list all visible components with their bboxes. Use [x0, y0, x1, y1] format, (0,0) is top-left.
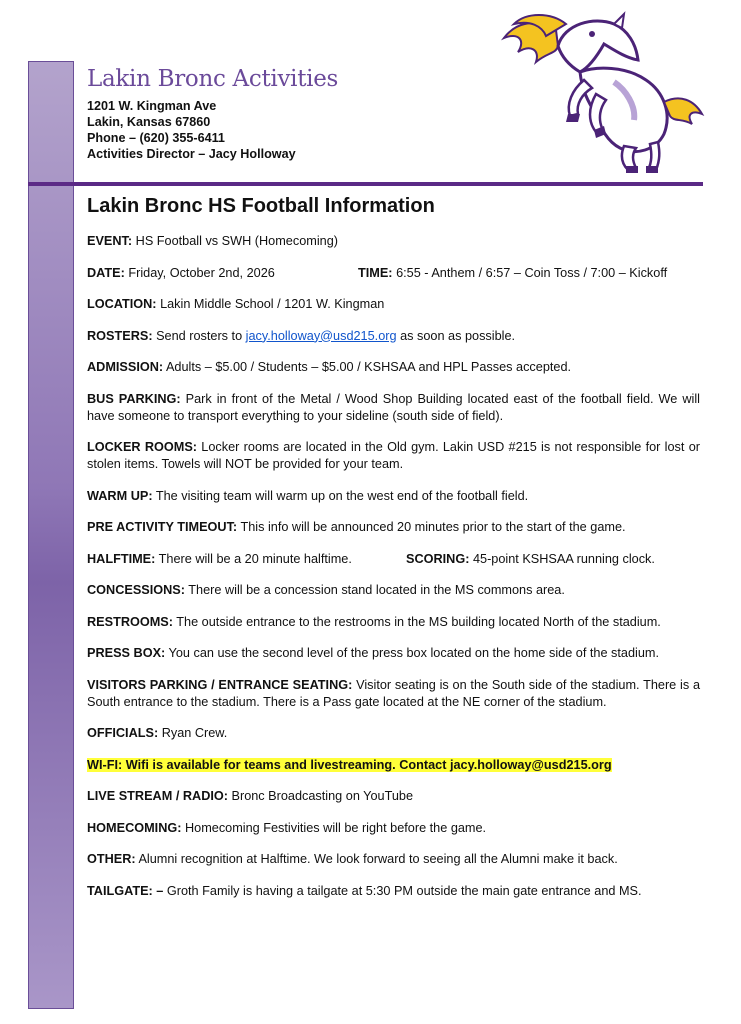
restrooms-label: RESTROOMS:	[87, 614, 173, 629]
other-text: Alumni recognition at Halftime. We look forward to seeing all the Alumni make it back.	[135, 852, 618, 866]
locker-rooms-label: LOCKER ROOMS:	[87, 440, 198, 454]
time-text: 6:55 - Anthem / 6:57 – Coin Toss / 7:00 – Kickoff	[392, 265, 668, 280]
admission-label: ADMISSION:	[87, 360, 164, 374]
press-box-line	[87, 645, 700, 662]
homecoming-label: HOMECOMING:	[87, 820, 182, 835]
live-stream-label: LIVE STREAM / RADIO:	[87, 789, 228, 803]
officials-label: OFFICIALS:	[87, 726, 159, 740]
wifi-highlight: WI-FI: Wifi is available for teams and livestreaming. Contact jacy.holloway@usd215.org	[87, 757, 612, 772]
rosters-text: Send rosters to	[152, 328, 246, 343]
tailgate-label: TAILGATE: –	[87, 883, 164, 898]
wifi-line	[87, 757, 700, 774]
press-box-label: PRESS BOX:	[87, 646, 166, 660]
admission-line	[87, 359, 700, 376]
concessions-line	[87, 582, 700, 599]
restrooms-line	[87, 614, 700, 631]
document-body	[87, 193, 700, 914]
date-cell	[87, 265, 358, 282]
location-label: LOCATION:	[87, 297, 157, 311]
rosters-label: ROSTERS:	[87, 328, 153, 343]
other-label: OTHER:	[87, 852, 136, 866]
visitors-label: VISITORS PARKING / ENTRANCE SEATING:	[87, 677, 353, 692]
event-line	[87, 233, 700, 250]
scoring-cell	[406, 551, 655, 568]
tailgate-text: Groth Family is having a tailgate at 5:30 PM outside the main gate entrance and MS.	[163, 883, 642, 898]
timeout-line	[87, 519, 700, 536]
email-link[interactable]: jacy.holloway@usd215.org	[245, 328, 397, 343]
officials-text: Ryan Crew.	[158, 726, 228, 740]
date-label: DATE:	[87, 265, 125, 280]
letterhead	[87, 64, 338, 162]
date-time-line	[87, 265, 700, 282]
scoring-label: SCORING:	[406, 551, 470, 566]
warm-up-line	[87, 488, 700, 505]
time-cell	[358, 265, 667, 282]
event-label: EVENT:	[87, 234, 133, 248]
scoring-text: 45-point KSHSAA running clock.	[469, 551, 655, 566]
sidebar-decorative-bar	[28, 61, 74, 1009]
warm-up-text: The visiting team will warm up on the west end of the football field.	[152, 488, 529, 503]
press-box-text: You can use the second level of the press box located on the home side of the stadium.	[165, 646, 659, 660]
event-text: HS Football vs SWH (Homecoming)	[132, 234, 338, 248]
halftime-cell	[87, 551, 406, 568]
visitors-line	[87, 677, 700, 711]
org-title: Lakin Bronc Activities	[87, 66, 339, 92]
other-line	[87, 851, 700, 868]
address-line-1: 1201 W. Kingman Ave	[87, 99, 217, 113]
document-title: Lakin Bronc HS Football Information	[87, 195, 435, 217]
restrooms-text: The outside entrance to the restrooms in the MS building located North of the stadium.	[173, 614, 661, 629]
locker-rooms-text: Locker rooms are located in the Old gym. Lakin USD #215 is not responsible for lost or stolen items. Towels will NOT be provided for your team.	[87, 440, 700, 471]
tailgate-line	[87, 883, 700, 900]
concessions-text: There will be a concession stand located in the MS commons area.	[185, 583, 565, 597]
director-line: Activities Director – Jacy Holloway	[87, 147, 296, 161]
location-line	[87, 296, 700, 313]
live-stream-line	[87, 788, 700, 805]
address-line-2: Lakin, Kansas 67860	[87, 115, 211, 129]
concessions-label: CONCESSIONS:	[87, 583, 185, 597]
visitors-text: Visitor seating is on the South side of the stadium. There is a South entrance to the stadium. There is a Pass gate located at the NE corner of the stadium.	[87, 677, 700, 709]
bus-parking-text: Park in front of the Metal / Wood Shop Building located east of the football field. We will have someone to transport everything to your sideline (south side of field).	[87, 391, 700, 423]
timeout-text: This info will be announced 20 minutes prior to the start of the game.	[237, 520, 626, 534]
location-text: Lakin Middle School / 1201 W. Kingman	[156, 297, 385, 311]
halftime-label: HALFTIME:	[87, 551, 156, 566]
rosters-line	[87, 328, 700, 345]
officials-line	[87, 725, 700, 742]
warm-up-label: WARM UP:	[87, 488, 153, 503]
time-label: TIME:	[358, 265, 393, 280]
header-rule	[28, 182, 703, 186]
bus-parking-label: BUS PARKING:	[87, 391, 181, 406]
rosters-text-end: as soon as possible.	[396, 328, 516, 343]
halftime-scoring-line	[87, 551, 700, 568]
bronco-horse-logo-icon	[496, 10, 711, 175]
locker-rooms-line	[87, 439, 700, 473]
homecoming-text: Homecoming Festivities will be right before the game.	[181, 820, 487, 835]
phone-line: Phone – (620) 355-6411	[87, 131, 225, 145]
date-text: Friday, October 2nd, 2026	[124, 265, 275, 280]
bus-parking-line	[87, 391, 700, 425]
homecoming-line	[87, 820, 700, 837]
admission-text: Adults – $5.00 / Students – $5.00 / KSHSAA and HPL Passes accepted.	[163, 360, 572, 374]
live-stream-text: Bronc Broadcasting on YouTube	[227, 789, 414, 803]
halftime-text: There will be a 20 minute halftime.	[155, 551, 352, 566]
timeout-label: PRE ACTIVITY TIMEOUT:	[87, 520, 238, 534]
